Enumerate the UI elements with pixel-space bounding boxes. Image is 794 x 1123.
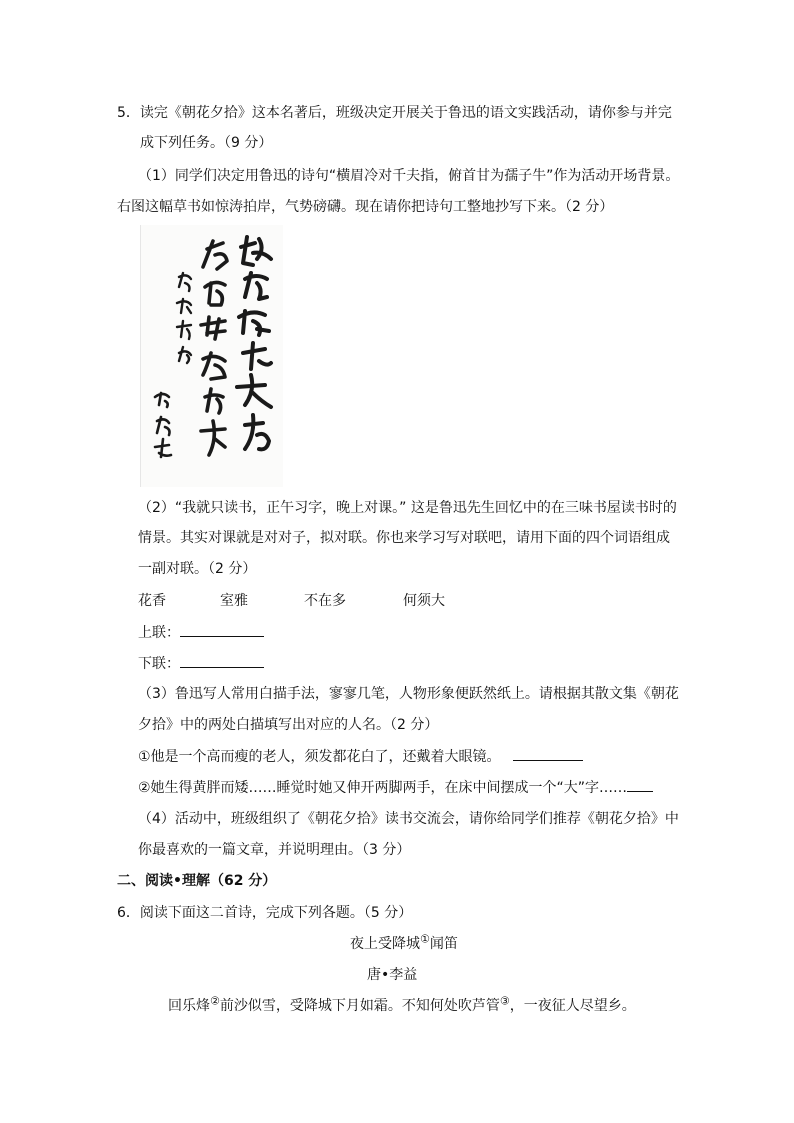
- word-1: 花香: [138, 593, 166, 609]
- calligraphy-column-3: [177, 273, 191, 363]
- q5-sub3-line-2: 夕拾》中的两处白描填写出对应的人名。（2 分）: [138, 717, 439, 733]
- poem-title: [350, 934, 458, 954]
- q5-sub1-line-2: 右图这幅草书如惊涛拍岸，气势磅礴。现在请你把诗句工整地抄写下来。（2 分）: [117, 199, 614, 215]
- poem-author: 唐•李益: [367, 967, 418, 983]
- footnote-mark-2: ②: [210, 994, 220, 1008]
- q5-item-2-text: ②她生得黄胖而矮……睡觉时她又伸开两脚两手，在床中间摆成一个“大”字……: [138, 780, 628, 796]
- q5-line-2: 成下列任务。（9 分）: [140, 135, 273, 151]
- q5-sub2-line-1: （2）“我就只读书，正午习字，晚上对课。” 这是鲁迅先生回忆中的在三味书屋读书时的: [138, 500, 677, 516]
- lower-couplet-blank[interactable]: [180, 653, 264, 668]
- q5-sub1-line-1: （1）同学们决定用鲁迅的诗句“横眉冷对千夫指，俯首甘为孺子牛”作为活动开场背景。: [138, 168, 680, 184]
- poem-part-1: 回乐烽: [168, 998, 210, 1014]
- poem-title-part-1: 夜上受降城: [350, 936, 420, 952]
- q5-sub4-line-1: （4）活动中，班级组织了《朝花夕拾》读书交流会，请你给同学们推荐《朝花夕拾》中: [138, 811, 679, 827]
- word-3: 不在多: [304, 593, 346, 609]
- q5-line-1: 5．读完《朝花夕拾》这本名著后，班级决定开展关于鲁迅的语文实践活动，请你参与并完: [117, 105, 672, 121]
- q5-item-2: [138, 777, 653, 798]
- footnote-mark-1: ①: [420, 932, 430, 946]
- q5-sub2-line-3: 一副对联。（2 分）: [138, 561, 257, 577]
- poem-part-3: ，一夜征人尽望乡。: [509, 998, 636, 1014]
- footnote-mark-3: ③: [499, 994, 510, 1008]
- calligraphy-image: [140, 225, 283, 487]
- word-2: 室雅: [220, 593, 248, 609]
- q5-sub3-line-1: （3）鲁迅写人常用白描手法，寥寥几笔，人物形象便跃然纸上。请根据其散文集《朝花: [138, 686, 679, 702]
- q6-line-1: 6．阅读下面这二首诗，完成下列各题。（5 分）: [117, 905, 413, 921]
- q5-sub4-line-2: 你最喜欢的一篇文章，并说明理由。（3 分）: [138, 842, 411, 858]
- poem-part-2: 前沙似雪，受降城下月如霜。不知何处吹芦管: [219, 998, 500, 1014]
- upper-couplet-row: [138, 622, 264, 643]
- calligraphy-column-1: [237, 237, 271, 449]
- poem-title-part-2: 闻笛: [429, 936, 458, 952]
- lower-couplet-row: [138, 653, 264, 674]
- upper-couplet-blank[interactable]: [180, 622, 264, 637]
- section-2-heading: 二、阅读•理解（62 分）: [117, 873, 277, 889]
- word-4: 何须大: [403, 593, 445, 609]
- q5-item-1-text: ①他是一个高而瘦的老人，须发都花白了，还戴着大眼镜。: [138, 749, 501, 765]
- q5-item-1-blank[interactable]: [513, 746, 583, 761]
- calligraphy-signature: [155, 393, 171, 457]
- poem-body: [168, 996, 636, 1016]
- calligraphy-column-2: [201, 241, 227, 455]
- q5-item-1: [138, 746, 583, 767]
- q5-sub2-line-2: 情景。其实对课就是对对子，拟对联。你也来学习写对联吧，请用下面的四个词语组成: [138, 530, 670, 546]
- q5-item-2-blank[interactable]: [627, 777, 653, 792]
- lower-couplet-label: 下联：: [138, 656, 180, 672]
- upper-couplet-label: 上联：: [138, 625, 180, 641]
